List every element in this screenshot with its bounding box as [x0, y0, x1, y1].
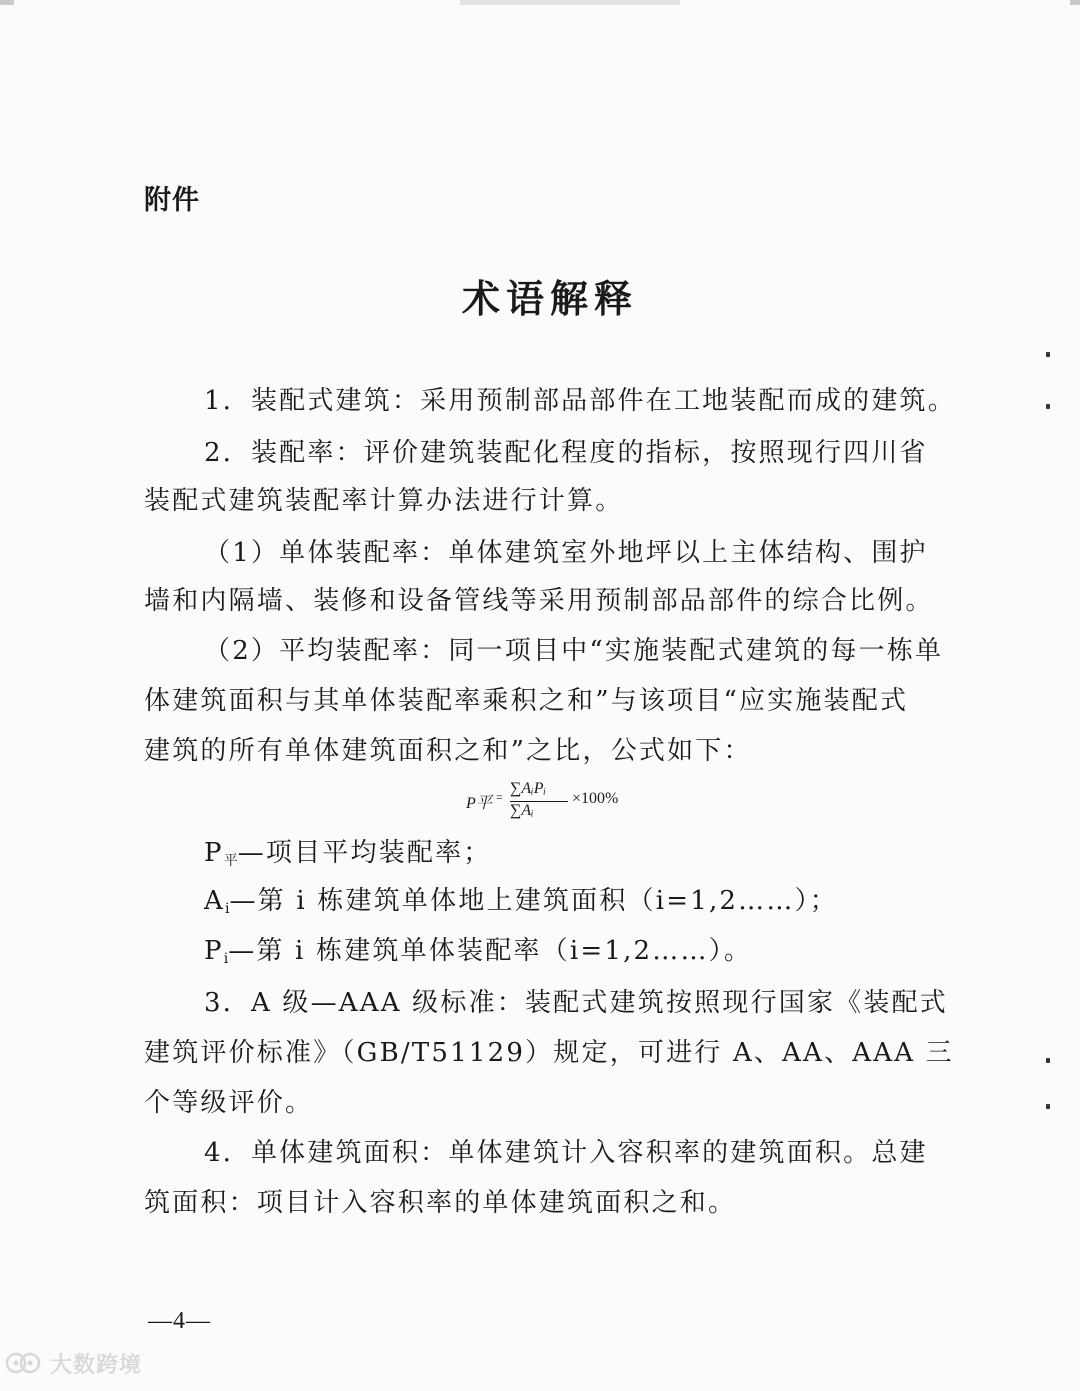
definition-symbol: P — [204, 838, 224, 868]
definition-symbol: A — [204, 886, 225, 916]
formula-multiplier: ×100% — [572, 790, 619, 807]
page-title: 术语解释 — [461, 277, 638, 321]
term-2-1-line-2: 墙和内隔墙、装修和设备管线等采用预制部品部件的综合比例。 — [144, 586, 934, 616]
definition-subscript: i — [223, 951, 229, 967]
definition-p-avg — [204, 832, 492, 870]
formula-equals: = — [496, 790, 503, 804]
definition-symbol: P — [204, 936, 224, 966]
term-2-2-line-1: （2）平均装配率：同一项目中“实施装配式建筑的每一栋单 — [204, 636, 944, 666]
definition-text: —第 i 栋建筑单体地上建筑面积（i=1,2……）； — [229, 886, 838, 916]
formula-numerator: ∑AᵢPᵢ — [510, 780, 547, 797]
scan-speck — [1046, 1058, 1050, 1063]
term-2-2-line-3: 建筑的所有单体建筑面积之和”之比，公式如下： — [144, 736, 752, 766]
term-3-line-3: 个等级评价。 — [144, 1088, 314, 1118]
term-2-line-1: 2．装配率：评价建筑装配化程度的指标，按照现行四川省 — [204, 438, 928, 468]
term-2-1-line-1: （1）单体装配率：单体建筑室外地坪以上主体结构、围护 — [204, 538, 928, 568]
term-1: 1．装配式建筑：采用预制部品部件在工地装配而成的建筑。 — [204, 386, 956, 416]
term-2-line-2: 装配式建筑装配率计算办法进行计算。 — [144, 486, 624, 516]
scan-mark — [0, 0, 14, 5]
term-4-line-1: 4．单体建筑面积：单体建筑计入容积率的建筑面积。总建 — [204, 1138, 928, 1168]
definition-text: —项目平均装配率； — [237, 838, 492, 868]
term-3-line-2: 建筑评价标准》（GB/T51129）规定，可进行 A、AA、AAA 三 — [144, 1038, 954, 1068]
watermark-text: 大数跨境 — [50, 1352, 143, 1378]
page-number: —4— — [148, 1308, 211, 1334]
term-3-line-1: 3．A 级—AAA 级标准：装配式建筑按照现行国家《装配式 — [204, 988, 948, 1018]
scan-speck — [1046, 1104, 1050, 1109]
definition-text: —第 i 栋建筑单体装配率（i=1,2……）。 — [228, 936, 753, 966]
watermark-logo-icon — [4, 1351, 44, 1375]
watermark — [4, 1348, 142, 1378]
definition-p-i — [204, 930, 752, 967]
term-4-line-2: 筑面积：项目计入容积率的单体建筑面积之和。 — [144, 1188, 737, 1218]
formula-lhs: P平 — [466, 795, 492, 812]
term-2-2-line-2: 体建筑面积与其单体装配率乘积之和”与该项目“应实施装配式 — [144, 686, 909, 716]
definition-subscript: i — [224, 901, 230, 917]
attachment-label: 附件 — [144, 185, 200, 216]
definition-subscript: 平 — [223, 853, 238, 869]
scan-mark — [1070, 0, 1080, 5]
scan-speck — [1046, 352, 1050, 357]
scan-speck — [1046, 404, 1050, 409]
formula-denominator: ∑Aᵢ — [510, 802, 534, 819]
definition-a-i — [204, 880, 838, 917]
scan-mark — [460, 0, 680, 5]
average-assembly-rate-formula — [462, 780, 662, 824]
